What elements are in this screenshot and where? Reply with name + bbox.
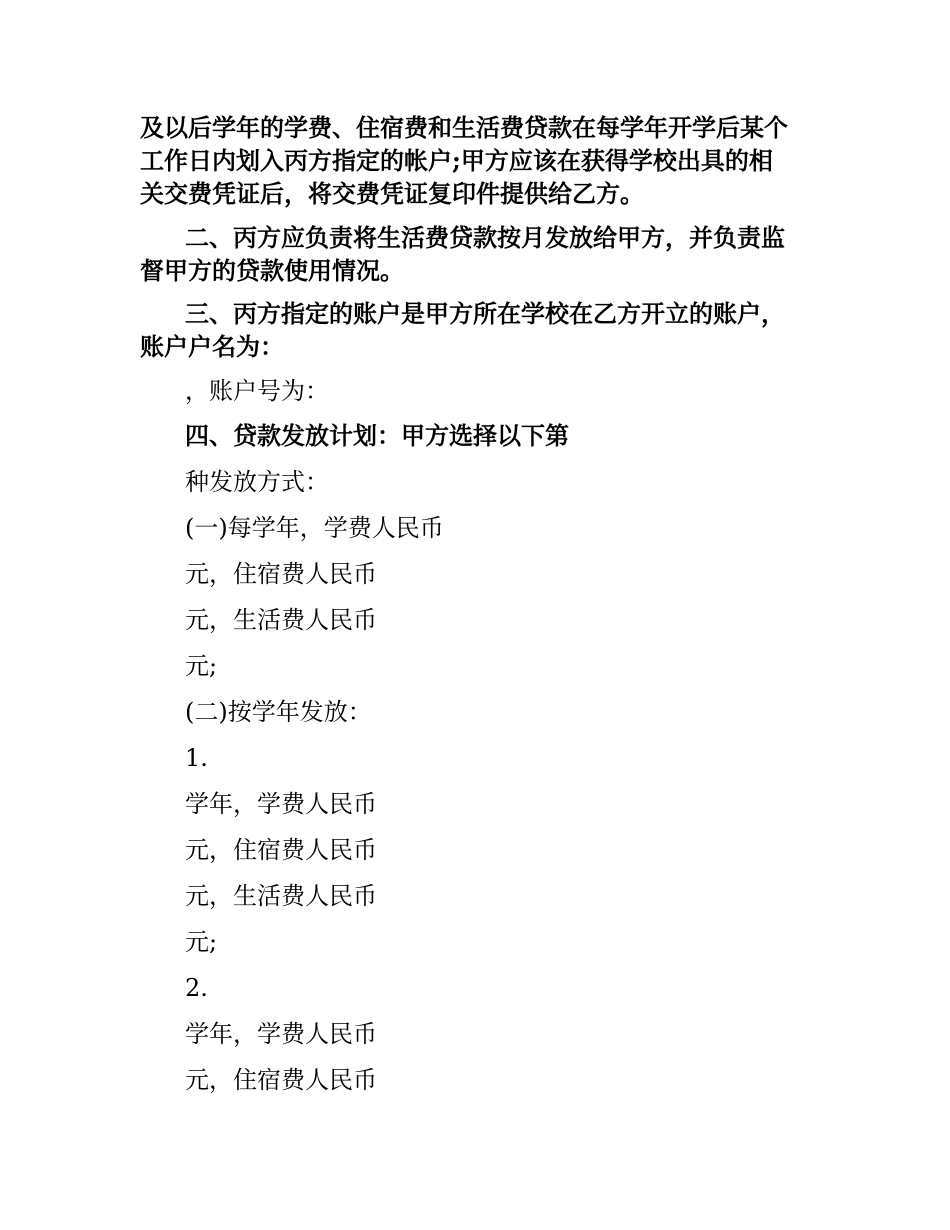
item-1-line: 元; — [185, 928, 218, 956]
paragraph-line: 及以后学年的学费、住宿费和生活费贷款在每学年开学后某个 — [140, 113, 788, 142]
option-1-line: 元，生活费人民币 — [185, 606, 377, 634]
item-1-number: 1. — [185, 744, 208, 772]
clause-2-line: 督甲方的贷款使用情况。 — [140, 256, 404, 285]
account-number-line: ，账户号为： — [185, 377, 329, 405]
item-1-line: 元，住宿费人民币 — [185, 836, 377, 864]
clause-3-line: 账户户名为： — [140, 332, 284, 361]
item-1-line: 学年，学费人民币 — [185, 790, 377, 818]
clause-4-heading: 四、贷款发放计划：甲方选择以下第 — [185, 421, 569, 450]
item-2-number: 2. — [185, 974, 208, 1002]
option-1-line: 元; — [185, 652, 218, 680]
paragraph-line: 关交费凭证后，将交费凭证复印件提供给乙方。 — [140, 179, 644, 208]
paragraph-line: 工作日内划入丙方指定的帐户;甲方应该在获得学校出具的相 — [140, 146, 773, 175]
clause-2-line: 二、丙方应负责将生活费贷款按月发放给甲方，并负责监 — [185, 223, 785, 252]
item-2-line: 学年，学费人民币 — [185, 1020, 377, 1048]
disbursement-method-label: 种发放方式： — [185, 468, 329, 496]
clause-3-line: 三、丙方指定的账户是甲方所在学校在乙方开立的账户， — [185, 299, 785, 328]
option-1-line: 元，住宿费人民币 — [185, 560, 377, 588]
item-2-line: 元，住宿费人民币 — [185, 1066, 377, 1094]
option-1-line: (一)每学年，学费人民币 — [185, 514, 444, 542]
option-2-heading: (二)按学年发放： — [185, 698, 372, 726]
item-1-line: 元，生活费人民币 — [185, 882, 377, 910]
